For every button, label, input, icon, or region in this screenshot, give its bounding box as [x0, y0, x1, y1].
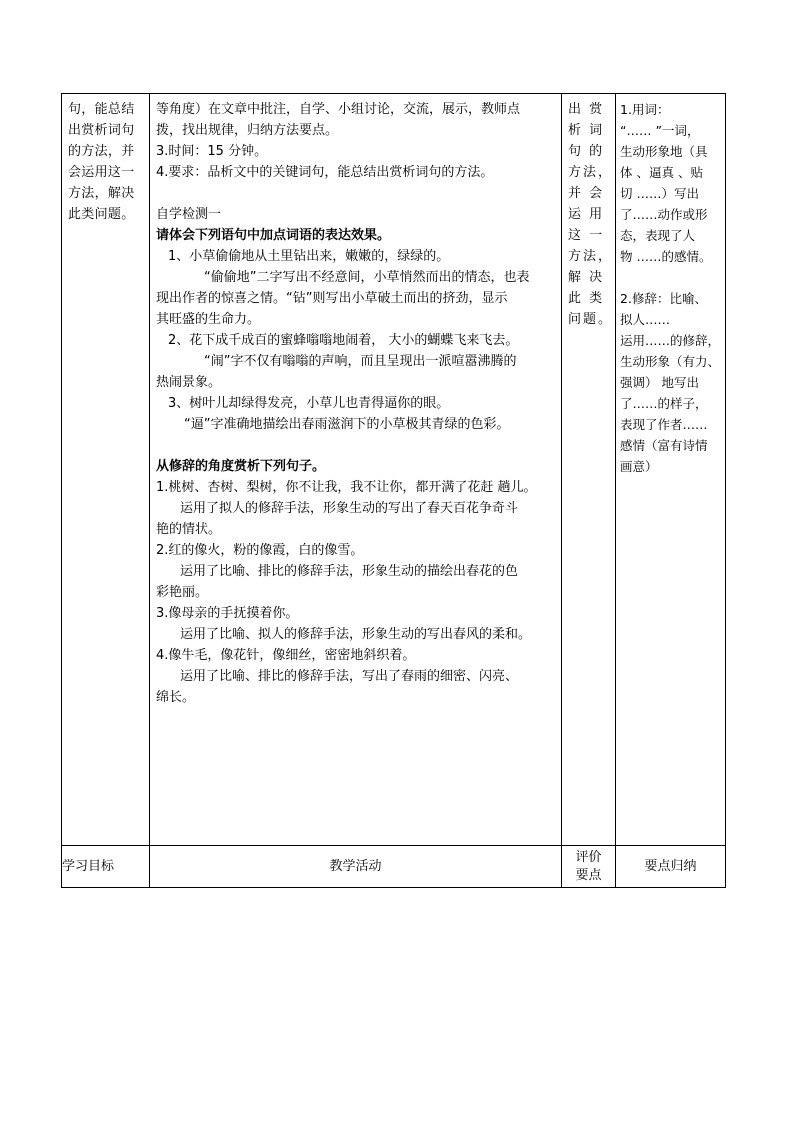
- summary-line: 画意）: [620, 459, 658, 474]
- summary-line: “…… ”一词，: [620, 123, 700, 138]
- task2-analysis: 绵长。: [156, 690, 196, 705]
- task2-heading: 从修辞的角度赏析下列句子。: [156, 459, 326, 474]
- evaluation-cell: [562, 94, 616, 846]
- task2-sentence: 3.像母亲的手抚摸着你。: [156, 606, 299, 621]
- evaluation-line: 此 类: [568, 291, 605, 306]
- lesson-plan-table: [61, 93, 726, 888]
- intro-line: 等角度）在文章中批注，自学、小组讨论，交流，展示，教师点: [156, 102, 521, 117]
- task1-sentence: 1、小草偷偷地从土里钻出来，嫩嫩的，绿绿的。: [168, 249, 450, 264]
- summary-line: 生动形象地（具: [620, 144, 708, 159]
- intro-line: 拨，找出规律，归纳方法要点。: [156, 123, 339, 138]
- task1-analysis: “偷偷地”二字写出不经意间，小草悄然而出的情态，也表: [204, 270, 530, 285]
- task1-analysis: 其旺盛的生命力。: [156, 312, 261, 327]
- summary-line: 2.修辞：比喻、: [620, 291, 707, 306]
- summary-line: 1.用词：: [620, 102, 670, 117]
- task1-heading: 请体会下列语句中加点词语的表达效果。: [156, 228, 391, 243]
- objective-line: 此类问题。: [68, 207, 135, 222]
- header-evaluation-line2: 要点: [575, 867, 602, 883]
- self-test-title: 自学检测一: [156, 207, 222, 222]
- task2-sentence: 2.红的像火，粉的像霞，白的像雪。: [156, 543, 364, 558]
- task2-analysis: 艳的情状。: [156, 522, 222, 537]
- task1-sentence: 2、花下成千成百的蜜蜂嗡嗡地闹着， 大小的蝴蝶飞来飞去。: [168, 333, 519, 348]
- summary-line: 物 ……的感情。: [620, 249, 712, 264]
- evaluation-line: 并 会: [568, 186, 605, 201]
- task2-analysis: 运用了比喻、排比的修辞手法，写出了春雨的细密、闪亮、: [180, 669, 519, 684]
- evaluation-line: 出 赏: [568, 102, 605, 117]
- summary-cell: [616, 94, 726, 846]
- activities-cell: [150, 94, 562, 846]
- task2-analysis: 运用了拟人的修辞手法，形象生动的写出了春天百花争奇斗: [180, 501, 519, 516]
- evaluation-line: 方法，: [568, 165, 614, 180]
- evaluation-line: 析 词: [568, 123, 605, 138]
- task1-analysis: “逼”字准确地描绘出春雨滋润下的小草极其青绿的色彩。: [184, 417, 510, 432]
- summary-line: 拟人……: [620, 312, 671, 327]
- summary-line: 运用……的修辞，: [620, 333, 721, 348]
- summary-line: 切 ……）写出: [620, 186, 699, 201]
- objective-line: 的方法，并: [68, 144, 135, 159]
- objective-line: 出赏析词句: [68, 123, 135, 138]
- evaluation-line: 问题。: [568, 312, 614, 327]
- objective-line: 会运用这一: [68, 165, 135, 180]
- objective-line: 句，能总结: [68, 102, 135, 117]
- summary-line: 感情（富有诗情: [620, 438, 708, 453]
- task1-analysis: “闹”字不仅有嗡嗡的声响，而且呈现出一派喧嚣沸腾的: [204, 354, 517, 369]
- task2-analysis: 运用了比喻、拟人的修辞手法，形象生动的写出春风的柔和。: [180, 627, 532, 642]
- header-row: [62, 846, 726, 888]
- summary-line: 体 、逼真 、贴: [620, 165, 703, 180]
- evaluation-line: 句 的: [568, 144, 605, 159]
- task1-analysis: 热闹景象。: [156, 375, 222, 390]
- evaluation-line: 方法，: [568, 249, 614, 264]
- objectives-cell: [62, 94, 150, 846]
- evaluation-line: 运 用: [568, 207, 605, 222]
- evaluation-line: 这 一: [568, 228, 605, 243]
- summary-line: 生动形象（有力、: [620, 354, 721, 369]
- objective-line: 方法，解决: [68, 186, 135, 201]
- evaluation-line: 解 决: [568, 270, 605, 285]
- summary-line: 表现了作者……: [620, 417, 708, 432]
- task2-analysis: 运用了比喻、排比的修辞手法，形象生动的描绘出春花的色: [180, 564, 519, 579]
- task2-analysis: 彩艳丽。: [156, 585, 209, 600]
- header-objectives: 学习目标: [62, 846, 150, 888]
- summary-line: 了……动作或形: [620, 207, 708, 222]
- header-activities: 教学活动: [150, 846, 562, 888]
- header-evaluation: [562, 846, 616, 888]
- header-evaluation-line1: 评价: [575, 849, 602, 865]
- task2-sentence: 1.桃树、杏树、梨树，你不让我，我不让你，都开满了花赶 趟儿。: [156, 480, 537, 495]
- task2-sentence: 4.像牛毛，像花针，像细丝，密密地斜织着。: [156, 648, 416, 663]
- task1-sentence: 3、树叶儿却绿得发亮，小草儿也青得逼你的眼。: [168, 396, 450, 411]
- content-row: [62, 94, 726, 846]
- header-summary: 要点归纳: [616, 846, 726, 888]
- summary-line: 强调） 地写出: [620, 375, 699, 390]
- summary-line: 态，表现了人: [620, 228, 696, 243]
- task1-analysis: 现出作者的惊喜之情。“钻”则写出小草破土而出的挤劲，显示: [156, 291, 508, 306]
- intro-line: 4.要求：品析文中的关键词句，能总结出赏析词句的方法。: [156, 165, 494, 180]
- intro-line: 3.时间：15 分钟。: [156, 144, 268, 159]
- summary-line: 了……的样子，: [620, 396, 708, 411]
